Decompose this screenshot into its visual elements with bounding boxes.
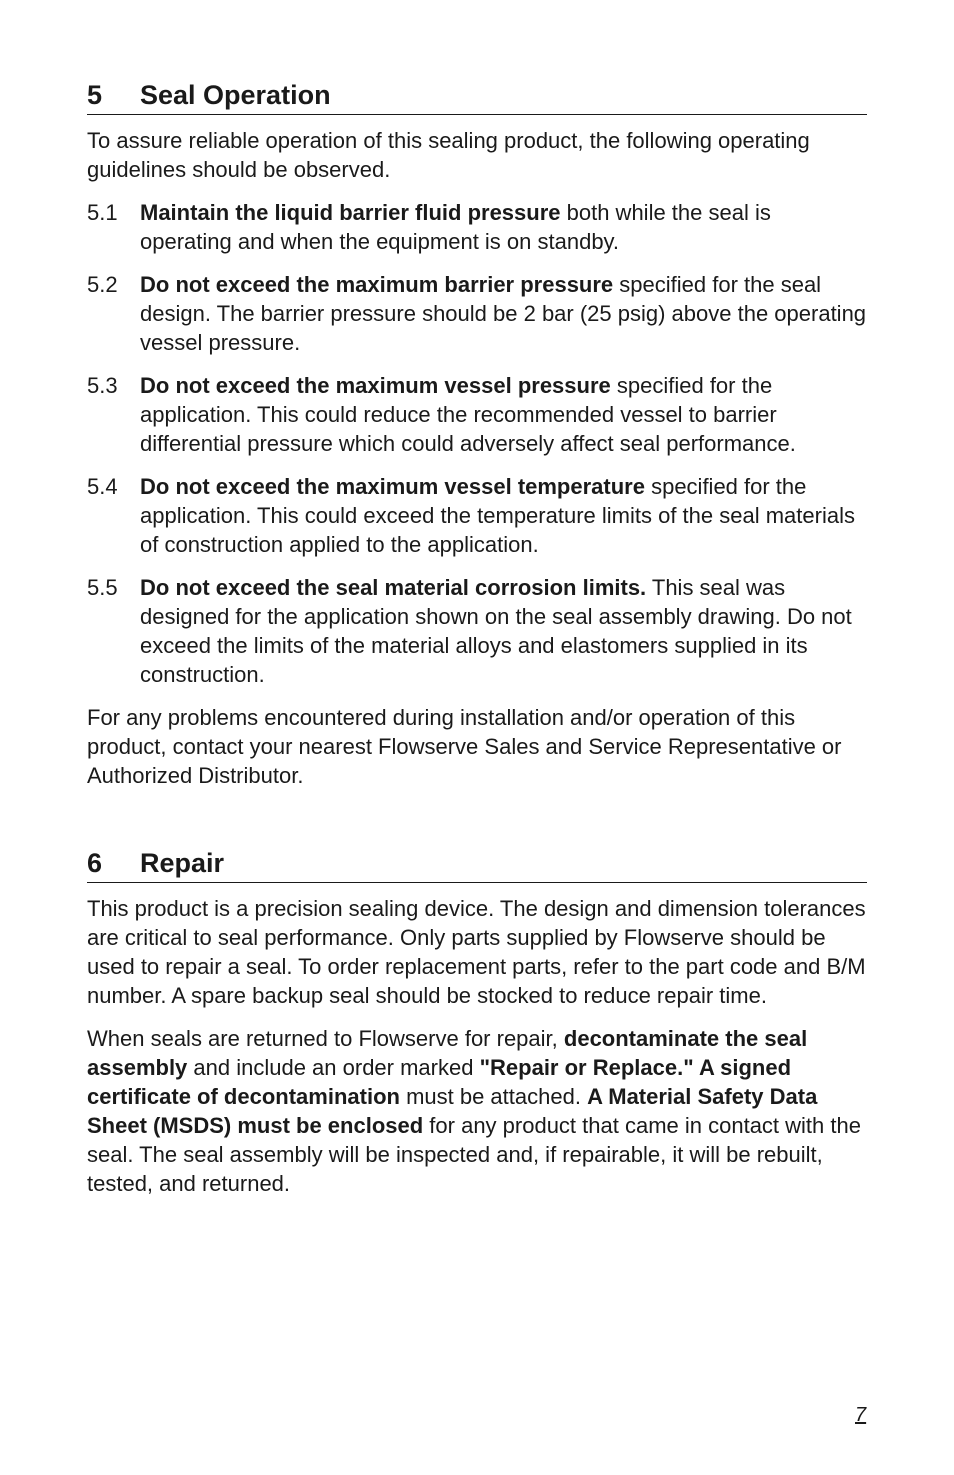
item-text: specified for the application. This could reduce the recommended vessel to barrier differential pressure which could adversely affect seal performance. xyxy=(140,373,796,456)
para-bold: "Repair or Replace." A signed certificate of decontamination xyxy=(87,1055,792,1109)
section-title: Repair xyxy=(140,848,225,878)
item-number: 5.4 xyxy=(87,474,118,499)
section-closing: For any problems encountered during installation and/or operation of this product, contact your nearest Flowserve Sales and Service Representative or Authorized Distributor. xyxy=(87,705,842,788)
item-number: 5.5 xyxy=(87,575,118,600)
item-number: 5.3 xyxy=(87,373,118,398)
repair-paragraph-1: This product is a precision sealing device. The design and dimension tolerances are critical to seal performance. Only parts supplied by Flowserve should be used to repair a seal. To order replacement parts, refer to the part code and B/M number. A spare backup seal should be stocked to reduce repair time. xyxy=(87,896,866,1008)
list-item xyxy=(87,573,867,689)
item-bold-lead: Do not exceed the maximum barrier pressure xyxy=(140,272,614,297)
para-text: for any product that came in contact with the seal. The seal assembly will be inspected and, if repairable, it will be rebuilt, tested, and returned. xyxy=(87,1113,861,1196)
item-bold-lead: Do not exceed the maximum vessel pressure xyxy=(140,373,611,398)
item-text: specified for the seal design. The barrier pressure should be 2 bar (25 psig) above the operating vessel pressure. xyxy=(140,272,867,355)
item-text: This seal was designed for the application shown on the seal assembly drawing. Do not exceed the limits of the material alloys and elastomers supplied in its construction. xyxy=(140,575,852,687)
para-text: must be attached. xyxy=(399,1084,588,1109)
section-number: 6 xyxy=(87,848,103,878)
list-item xyxy=(87,198,867,256)
item-bold-lead: Do not exceed the seal material corrosion limits. xyxy=(140,575,647,600)
item-text: specified for the application. This could exceed the temperature limits of the seal materials of construction applied to the application. xyxy=(140,474,855,557)
item-bold-lead: Do not exceed the maximum vessel temperature xyxy=(140,474,645,499)
item-body xyxy=(140,270,867,357)
item-text: both while the seal is operating and when the equipment is on standby. xyxy=(140,200,771,254)
section-title: Seal Operation xyxy=(140,80,331,110)
document-page xyxy=(87,78,867,1198)
para-bold: A Material Safety Data Sheet (MSDS) must be enclosed xyxy=(87,1084,818,1138)
item-body xyxy=(140,198,867,256)
section-heading-repair xyxy=(87,846,867,883)
list-item xyxy=(87,472,867,559)
item-number: 5.2 xyxy=(87,272,118,297)
item-body xyxy=(140,472,867,559)
item-body xyxy=(140,371,867,458)
page-number: 7 xyxy=(855,1404,867,1426)
section-intro: To assure reliable operation of this sealing product, the following operating guidelines should be observed. xyxy=(87,128,810,182)
para-text: When seals are returned to Flowserve for repair, xyxy=(87,1026,564,1051)
section-heading-seal-operation xyxy=(87,78,867,115)
repair-paragraph-2 xyxy=(87,1024,867,1198)
section-number: 5 xyxy=(87,80,103,110)
para-text: and include an order marked xyxy=(187,1055,480,1080)
item-bold-lead: Maintain the liquid barrier fluid pressure xyxy=(140,200,561,225)
para-bold: decontaminate the seal assembly xyxy=(87,1026,808,1080)
item-body xyxy=(140,573,867,689)
item-number: 5.1 xyxy=(87,200,118,225)
list-item xyxy=(87,371,867,458)
list-item xyxy=(87,270,867,357)
